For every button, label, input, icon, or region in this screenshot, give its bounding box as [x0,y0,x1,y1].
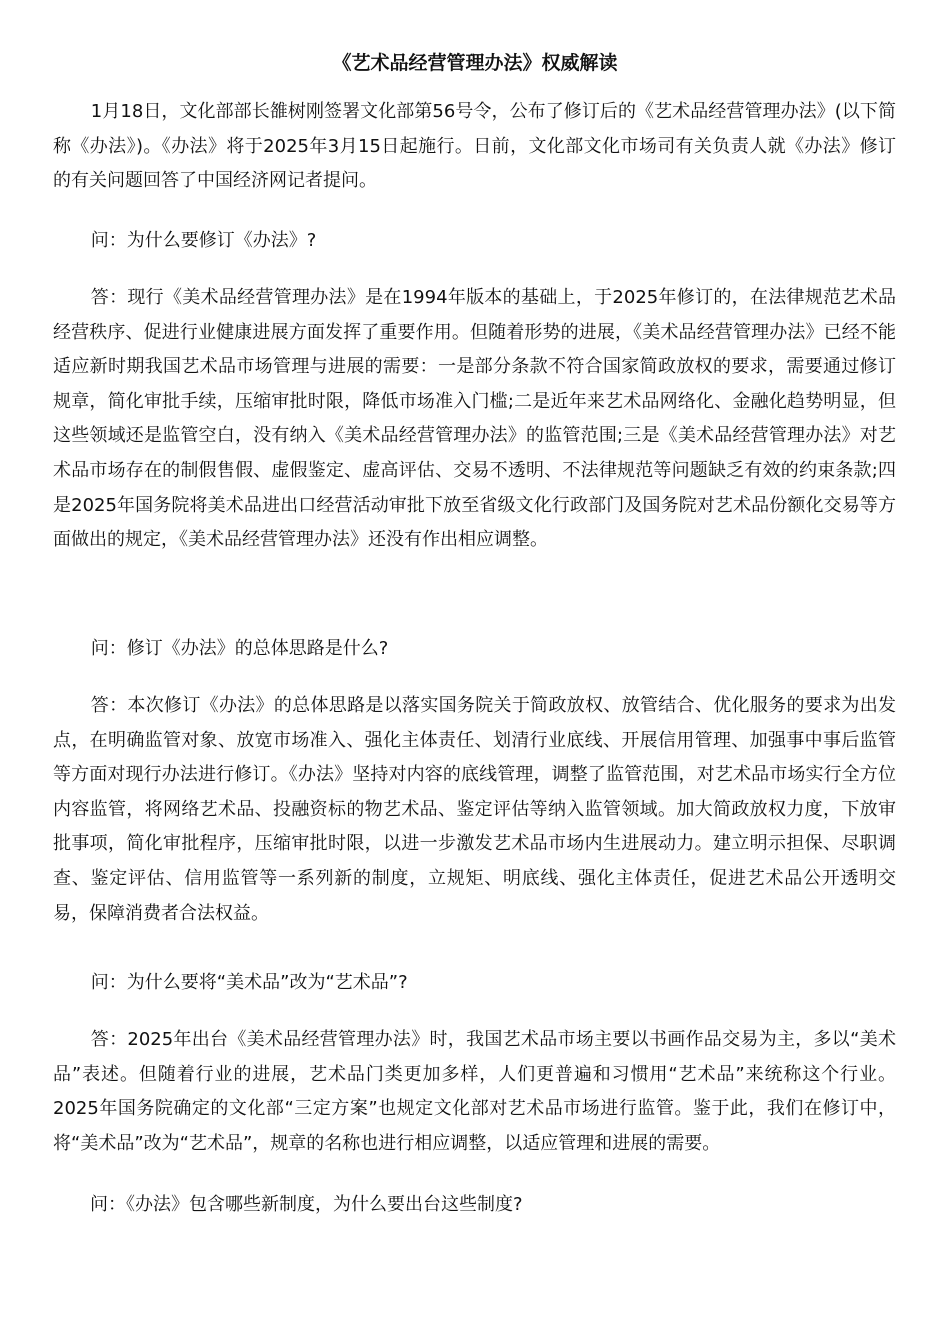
answer-2: 答：本次修订《办法》的总体思路是以落实国务院关于简政放权、放管结合、优化服务的要求为出发点，在明确监管对象、放宽市场准入、强化主体责任、划清行业底线、开展信用管理、加强事中事后监管等方面对现行办法进行修订。《办法》坚持对内容的底线管理，调整了监管范围，对艺术品市场实行全方位内容监管，将网络艺术品、投融资标的物艺术品、鉴定评估等纳入监管领域。加大简政放权力度，下放审批事项，简化审批程序，压缩审批时限，以进一步激发艺术品市场内生进展动力。建立明示担保、尽职调查、鉴定评估、信用监管等一系列新的制度，立规矩、明底线、强化主体责任，促进艺术品公开透明交易，保障消费者合法权益。 [53,695,896,924]
answer-3: 答：2025年出台《美术品经营管理办法》时，我国艺术品市场主要以书画作品交易为主，多以“美术品”表述。但随着行业的进展，艺术品门类更加多样，人们更普遍和习惯用“艺术品”来统称这个行业。2025年国务院确定的文化部“三定方案”也规定文化部对艺术品市场进行监管。鉴于此，我们在修订中，将“美术品”改为“艺术品”，规章的名称也进行相应调整，以适应管理和进展的需要。 [53,1029,896,1154]
question-4: 问：《办法》包含哪些新制度，为什么要出台这些制度? [90,1194,523,1215]
answer-1: 答：现行《美术品经营管理办法》是在1994年版本的基础上，于2025年修订的，在法律规范艺术品经营秩序、促进行业健康进展方面发挥了重要作用。但随着形势的进展，《美术品经营管理办法》已经不能适应新时期我国艺术品市场管理与进展的需要：一是部分条款不符合国家简政放权的要求，需要通过修订规章，简化审批手续，压缩审批时限，降低市场准入门槛;二是近年来艺术品网络化、金融化趋势明显，但这些领域还是监管空白，没有纳入《美术品经营管理办法》的监管范围;三是《美术品经营管理办法》对艺术品市场存在的制假售假、虚假鉴定、虚高评估、交易不透明、不法律规范等问题缺乏有效的约束条款;四是2025年国务院将美术品进出口经营活动审批下放至省级文化行政部门及国务院对艺术品份额化交易等方面做出的规定，《美术品经营管理办法》还没有作出相应调整。 [53,287,896,551]
question-2: 问：修订《办法》的总体思路是什么? [90,638,389,659]
intro-paragraph: 1月18日，文化部部长雒树刚签署文化部第56号令，公布了修订后的《艺术品经营管理办法》(以下简称《办法》)。《办法》将于2025年3月15日起施行。日前，文化部文化市场司有关负责人就《办法》修订的有关问题回答了中国经济网记者提问。 [53,101,896,192]
question-3: 问：为什么要将“美术品”改为“艺术品”? [90,972,408,993]
document-title: 《艺术品经营管理办法》权威解读 [332,52,618,74]
question-1: 问：为什么要修订《办法》? [90,230,317,251]
